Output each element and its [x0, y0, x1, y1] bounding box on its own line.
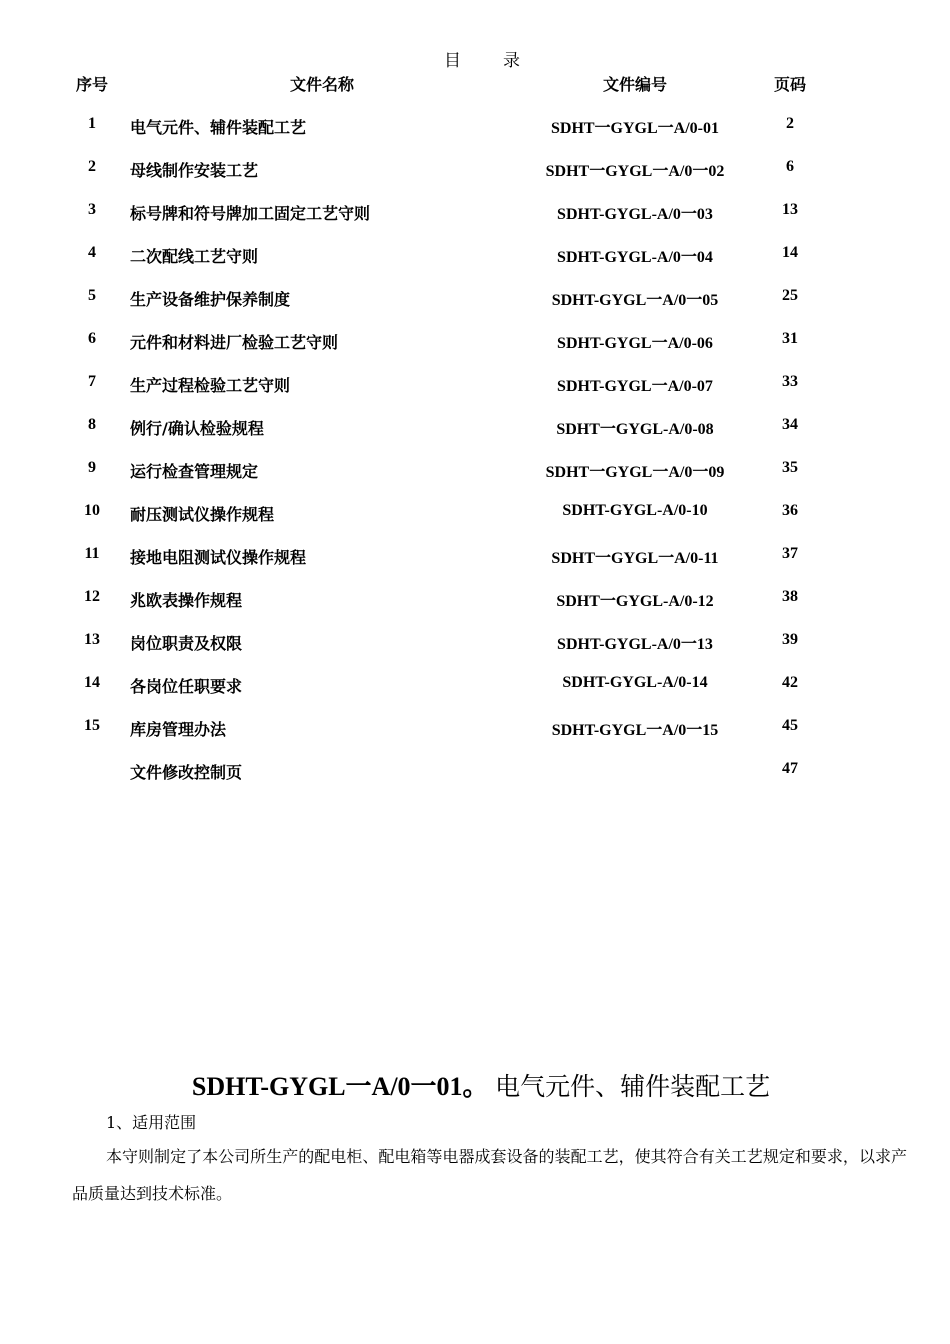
row-num: 5 — [88, 287, 96, 304]
row-page: 36 — [782, 502, 798, 519]
row-name: 生产设备维护保养制度 — [130, 290, 291, 309]
toc-row — [0, 717, 950, 741]
row-page: 42 — [782, 674, 798, 691]
toc-row — [0, 631, 950, 655]
row-name: 元件和材料进厂检验工艺守则 — [130, 333, 339, 352]
row-code: SDHT-GYGL一A/0-06 — [557, 335, 713, 352]
toc-row — [0, 588, 950, 612]
row-num: 11 — [84, 545, 100, 562]
row-page: 45 — [782, 717, 798, 734]
row-num: 1 — [88, 115, 96, 132]
section-title — [0, 1066, 950, 1103]
row-num: 7 — [88, 373, 96, 390]
row-page: 2 — [786, 115, 794, 132]
row-num: 6 — [88, 330, 96, 347]
toc-row — [0, 115, 950, 139]
row-name: 库房管理办法 — [130, 720, 227, 739]
row-num: 14 — [84, 674, 100, 691]
row-page: 39 — [782, 631, 798, 648]
row-num: 8 — [88, 416, 96, 433]
row-num: 2 — [88, 158, 96, 175]
toc-title-part2: 录 — [503, 51, 520, 71]
row-num: 12 — [84, 588, 100, 605]
row-page: 31 — [782, 330, 798, 347]
row-code: SDHT-GYGL一A/0一15 — [551, 722, 719, 739]
toc-row — [0, 330, 950, 354]
row-code: SDHT一GYGL一A/0一02 — [545, 163, 725, 180]
row-page: 47 — [782, 760, 798, 777]
toc-header — [0, 72, 950, 96]
toc-row — [0, 158, 950, 182]
header-name: 文件名称 — [289, 75, 354, 94]
row-name: 二次配线工艺守则 — [130, 247, 259, 266]
toc-row — [0, 416, 950, 440]
row-code: SDHT-GYGL-A/0-10 — [562, 502, 708, 519]
toc-row — [0, 373, 950, 397]
toc-row — [0, 244, 950, 268]
row-name: 电气元件、辅件装配工艺 — [130, 118, 307, 137]
row-name: 母线制作安装工艺 — [130, 161, 259, 180]
row-code: SDHT一GYGL一A/0-01 — [550, 120, 720, 137]
row-page: 34 — [782, 416, 798, 433]
row-page: 6 — [786, 158, 794, 175]
row-code: SDHT-GYGL-A/0一03 — [557, 206, 713, 223]
row-code: SDHT-GYGL-A/0-14 — [562, 674, 708, 691]
row-page: 13 — [782, 201, 798, 218]
toc-row — [0, 545, 950, 569]
row-code: SDHT-GYGL-A/0一04 — [557, 249, 713, 266]
toc-row — [0, 287, 950, 311]
row-page: 14 — [782, 244, 798, 261]
row-name: 运行检查管理规定 — [130, 462, 259, 481]
row-code: SDHT-GYGL-A/0一13 — [557, 636, 713, 653]
toc-row — [0, 502, 950, 526]
row-code: SDHT-GYGL一A/0-07 — [557, 378, 713, 395]
row-name: 兆欧表操作规程 — [130, 591, 243, 610]
row-name: 耐压测试仪操作规程 — [130, 505, 275, 524]
header-num: 序号 — [75, 75, 108, 94]
header-code: 文件编号 — [602, 75, 667, 94]
row-code: SDHT一GYGL-A/0-12 — [556, 593, 714, 610]
section-title-code: SDHT-GYGL一A/0一01。 — [191, 1072, 489, 1101]
toc-row — [0, 674, 950, 698]
row-num: 15 — [84, 717, 100, 734]
row-num: 10 — [84, 502, 100, 519]
row-name: 各岗位任职要求 — [130, 677, 243, 696]
row-code: SDHT一GYGL一A/0一09 — [545, 464, 725, 481]
row-page: 38 — [782, 588, 798, 605]
row-name: 文件修改控制页 — [130, 763, 243, 782]
row-page: 25 — [782, 287, 798, 304]
row-page: 33 — [782, 373, 798, 390]
row-name: 生产过程检验工艺守则 — [130, 376, 291, 395]
row-page: 37 — [782, 545, 798, 562]
row-name: 标号牌和符号牌加工固定工艺守则 — [130, 204, 371, 223]
row-code: SDHT-GYGL一A/0一05 — [551, 292, 719, 309]
toc-row — [0, 459, 950, 483]
row-num: 13 — [84, 631, 100, 648]
toc-row — [0, 201, 950, 225]
row-num: 9 — [88, 459, 96, 476]
section-title-name: 电气元件、辅件装配工艺 — [495, 1072, 771, 1101]
section-subheading: 1、适用范围 — [106, 1113, 197, 1132]
row-name: 接地电阻测试仪操作规程 — [130, 548, 307, 567]
row-code: SDHT一GYGL-A/0-08 — [556, 421, 714, 438]
row-num: 3 — [88, 201, 96, 218]
toc-title — [0, 46, 950, 71]
toc-row — [0, 760, 950, 784]
row-page: 35 — [782, 459, 798, 476]
row-name: 例行/确认检验规程 — [130, 419, 264, 438]
header-page: 页码 — [773, 75, 806, 94]
toc-title-part1: 目 — [444, 51, 461, 71]
row-num: 4 — [88, 244, 96, 261]
row-code: SDHT一GYGL一A/0-11 — [551, 550, 719, 567]
section-paragraph: 本守则制定了本公司所生产的配电柜、配电箱等电器成套设备的装配工艺，使其符合有关工艺规定和要求，以求产品质量达到技术标准。 — [72, 1147, 907, 1203]
row-name: 岗位职责及权限 — [130, 634, 243, 653]
